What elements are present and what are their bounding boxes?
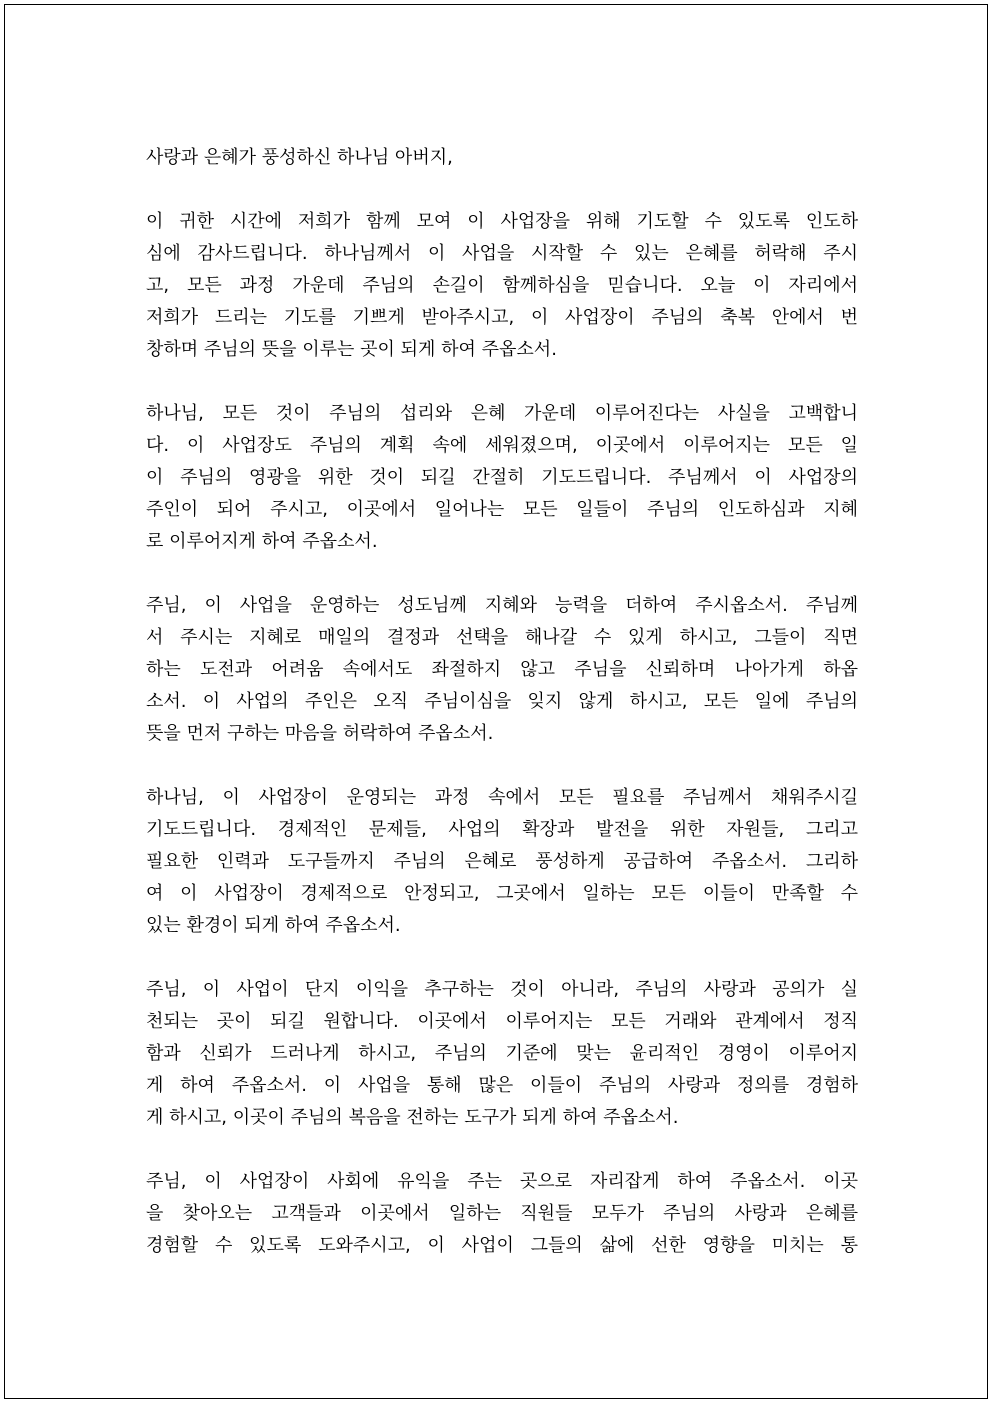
text-line: 여 이 사업장이 경제적으로 안정되고, 그곳에서 일하는 모든 이들이 만족할 수	[146, 883, 858, 904]
paragraph-1	[146, 206, 858, 366]
text-line: 서 주시는 지혜로 매일의 결정과 선택을 해나갈 수 있게 하시고, 그들이 직면	[146, 627, 858, 648]
paragraph-gap	[146, 366, 858, 398]
text-line: 주님, 이 사업이 단지 이익을 추구하는 것이 아니라, 주님의 사랑과 공의가 실	[146, 979, 858, 1000]
document-body	[146, 142, 858, 1262]
paragraph-gap	[146, 750, 858, 782]
text-line: 경험할 수 있도록 도와주시고, 이 사업이 그들의 삶에 선한 영향을 미치는 통	[146, 1235, 858, 1256]
text-line: 주님, 이 사업을 운영하는 성도님께 지혜와 능력을 더하여 주시옵소서. 주님께	[146, 595, 858, 616]
text-line: 사랑과 은혜가 풍성하신 하나님 아버지,	[146, 147, 453, 168]
text-line: 주님, 이 사업장이 사회에 유익을 주는 곳으로 자리잡게 하여 주옵소서. 이곳	[146, 1171, 858, 1192]
paragraph-gap	[146, 558, 858, 590]
paragraph-3	[146, 590, 858, 750]
text-line: 을 찾아오는 고객들과 이곳에서 일하는 직원들 모두가 주님의 사랑과 은혜를	[146, 1203, 858, 1224]
text-line: 주인이 되어 주시고, 이곳에서 일어나는 모든 일들이 주님의 인도하심과 지혜	[146, 499, 858, 520]
text-line: 필요한 인력과 도구들까지 주님의 은혜로 풍성하게 공급하여 주옵소서. 그리하	[146, 851, 858, 872]
paragraph-4	[146, 782, 858, 942]
text-line: 하나님, 이 사업장이 운영되는 과정 속에서 모든 필요를 주님께서 채워주시길	[146, 787, 858, 808]
text-line: 기도드립니다. 경제적인 문제들, 사업의 확장과 발전을 위한 자원들, 그리고	[146, 819, 858, 840]
text-line: 게 하여 주옵소서. 이 사업을 통해 많은 이들이 주님의 사랑과 정의를 경험하	[146, 1075, 858, 1096]
paragraph-gap	[146, 942, 858, 974]
paragraph-gap	[146, 1134, 858, 1166]
text-line: 심에 감사드립니다. 하나님께서 이 사업을 시작할 수 있는 은혜를 허락해 주시	[146, 243, 858, 264]
document-page	[4, 4, 988, 1399]
text-line: 창하며 주님의 뜻을 이루는 곳이 되게 하여 주옵소서.	[146, 339, 557, 360]
text-line: 소서. 이 사업의 주인은 오직 주님이심을 잊지 않게 하시고, 모든 일에 주님의	[146, 691, 858, 712]
text-line: 이 주님의 영광을 위한 것이 되길 간절히 기도드립니다. 주님께서 이 사업장의	[146, 467, 858, 488]
paragraph-greeting	[146, 142, 858, 174]
text-line: 고, 모든 과정 가운데 주님의 손길이 함께하심을 믿습니다. 오늘 이 자리에서	[146, 275, 858, 296]
text-line: 함과 신뢰가 드러나게 하시고, 주님의 기준에 맞는 윤리적인 경영이 이루어지	[146, 1043, 858, 1064]
text-line: 저희가 드리는 기도를 기쁘게 받아주시고, 이 사업장이 주님의 축복 안에서 번	[146, 307, 858, 328]
text-line: 게 하시고, 이곳이 주님의 복음을 전하는 도구가 되게 하여 주옵소서.	[146, 1107, 679, 1128]
text-line: 하나님, 모든 것이 주님의 섭리와 은혜 가운데 이루어진다는 사실을 고백합니	[146, 403, 858, 424]
paragraph-2	[146, 398, 858, 558]
paragraph-gap	[146, 174, 858, 206]
text-line: 이 귀한 시간에 저희가 함께 모여 이 사업장을 위해 기도할 수 있도록 인도하	[146, 211, 858, 232]
text-line: 다. 이 사업장도 주님의 계획 속에 세워졌으며, 이곳에서 이루어지는 모든 일	[146, 435, 858, 456]
paragraph-6	[146, 1166, 858, 1262]
paragraph-5	[146, 974, 858, 1134]
text-line: 있는 환경이 되게 하여 주옵소서.	[146, 915, 401, 936]
text-line: 천되는 곳이 되길 원합니다. 이곳에서 이루어지는 모든 거래와 관계에서 정직	[146, 1011, 858, 1032]
text-line: 로 이루어지게 하여 주옵소서.	[146, 531, 378, 552]
text-line: 하는 도전과 어려움 속에서도 좌절하지 않고 주님을 신뢰하며 나아가게 하옵	[146, 659, 858, 680]
text-line: 뜻을 먼저 구하는 마음을 허락하여 주옵소서.	[146, 723, 494, 744]
